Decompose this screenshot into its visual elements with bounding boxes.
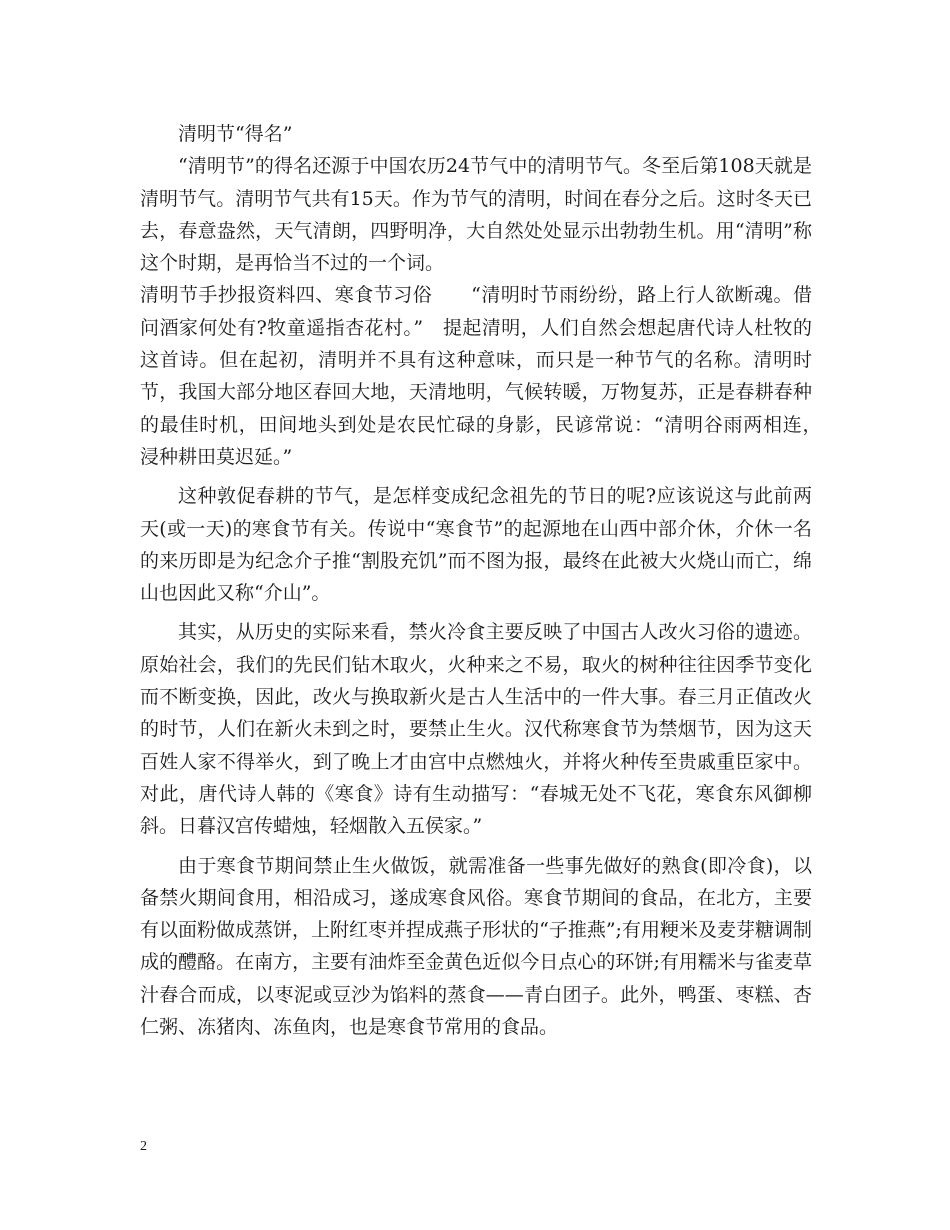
paragraph-name-origin: “清明节”的得名还源于中国农历24节气中的清明节气。冬至后第108天就是清明节气。清明节气共有15天。作为节气的清明，时间在春分之后。这时冬天已去，春意盎然，天气清朗，四野明净，大自然处处显示出勃勃生机。用“清明”称这个时期，是再恰当不过的一个词。 (140, 155, 812, 275)
paragraph-fire-custom-history: 其实，从历史的实际来看，禁火冷食主要反映了中国古人改火习俗的遗迹。原始社会，我们的先民们钻木取火，火种来之不易，取火的树种往往因季节变化而不断变换，因此，改火与换取新火是古人生活中的一件大事。春三月正值改火的时节，人们在新火未到之时，要禁止生火。汉代称寒食节为禁烟节，因为这天百姓人家不得举火，到了晚上才由宫中点燃烛火，并将火种传至贵戚重臣家中。对此，唐代诗人韩的《寒食》诗有生动描写：“春城无处不飞花，寒食东风御柳斜。日暮汉宫传蜡烛，轻烟散入五侯家。” (140, 621, 812, 838)
document-body (140, 118, 832, 1043)
page-number: 2 (140, 1139, 147, 1154)
paragraph-cold-food-customs: 清明节手抄报资料四、寒食节习俗 “清明时节雨纷纷，路上行人欲断魂。借问酒家何处有?牧童遥指杏花村。” 提起清明，人们自然会想起唐代诗人杜牧的这首诗。但在起初，清明并不具有这种意味，而只是一种节气的名称。清明时节，我国大部分地区春回大地，天清地明，气候转暖，万物复苏，正是春耕春种的最佳时机，田间地头到处是农民忙碌的身影，民谚常说：“清明谷雨两相连， 浸种耕田莫迟延。” (140, 284, 832, 468)
paragraph-festival-transition: 这种敦促春耕的节气，是怎样变成纪念祖先的节日的呢?应该说这与此前两天(或一天)的寒食节有关。传说中“寒食节”的起源地在山西中部介休，介休一名的来历即是为纪念介子推“割股充饥”而不图为报，最终在此被大火烧山而亡，绵山也因此又称“介山”。 (140, 485, 812, 605)
paragraph-cold-food-dishes: 由于寒食节期间禁止生火做饭，就需准备一些事先做好的熟食(即冷食)，以备禁火期间食用，相沿成习，遂成寒食风俗。寒食节期间的食品，在北方，主要有以面粉做成蒸饼，上附红枣并捏成燕子形状的“子推燕”;有用粳米及麦芽糖调制成的醴酪。在南方，主要有油炸至金黄色近似今日点心的环饼;有用糯米与雀麦草汁舂合而成，以枣泥或豆沙为馅料的蒸食——青白团子。此外，鸭蛋、枣糕、杏仁粥、冻猪肉、冻鱼肉，也是寒食节常用的食品。 (140, 854, 812, 1039)
section-heading: 清明节“得名” (178, 123, 293, 145)
